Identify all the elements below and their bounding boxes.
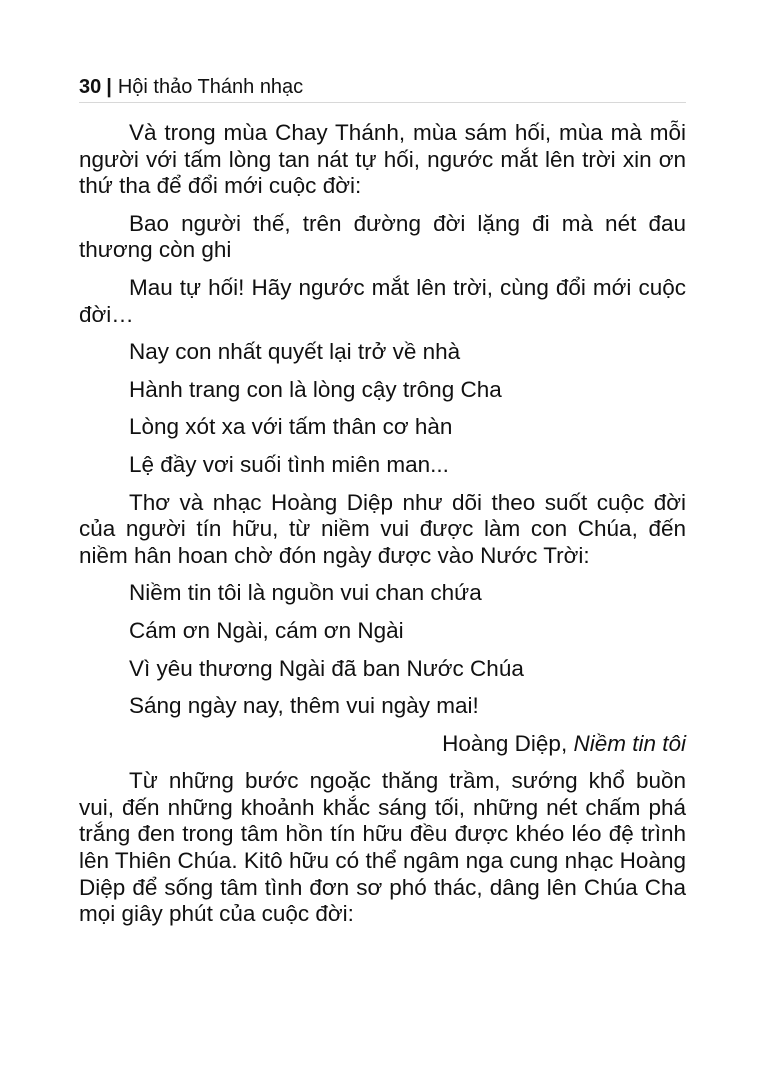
- verse-line: Lệ đầy vơi suối tình miên man...: [129, 451, 449, 477]
- running-header: [79, 74, 686, 103]
- verse-line: Nay con nhất quyết lại trở về nhà: [129, 339, 461, 365]
- header-separator: |: [106, 76, 112, 98]
- verse-line: Vì yêu thương Ngài đã ban Nước Chúa: [129, 655, 524, 681]
- book-title: Hội thảo Thánh nhạc: [117, 76, 304, 98]
- attribution-author: Hoàng Diệp,: [442, 730, 574, 756]
- page-number: 30: [79, 76, 102, 98]
- paragraph-lent-intro: Và trong mùa Chay Thánh, mùa sám hối, mùa mà mỗi người với tấm lòng tan nát tự hối, ngước mắt lên trời xin ơn thứ tha để đổi mới cuộc đời:: [79, 120, 686, 199]
- paragraph-poetry-music: Thơ và nhạc Hoàng Diệp như dõi theo suốt cuộc đời của người tín hữu, từ niềm vui được làm con Chúa, đến niềm hân hoan chờ đón ngày được vào Nước Trời:: [79, 489, 686, 568]
- paragraph-closing: Từ những bước ngoặc thăng trầm, sướng khổ buồn vui, đến những khoảnh khắc sáng tối, những nét chấm phá trắng đen trong tâm hồn tín hữu đều được khéo léo đệ trình lên Thiên Chúa. Kitô hữu có thể ngâm nga cung nhạc Hoàng Diệp để sống tâm tình đơn sơ phó thác, dâng lên Chúa Cha mọi giây phút của cuộc đời:: [79, 768, 686, 927]
- song-attribution: [79, 731, 686, 758]
- paragraph-lyric-quote-2: Mau tự hối! Hãy ngước mắt lên trời, cùng đổi mới cuộc đời…: [79, 274, 686, 327]
- paragraph-lyric-quote-1: Bao người thế, trên đường đời lặng đi mà nét đau thương còn ghi: [79, 210, 686, 263]
- verse-line: Lòng xót xa với tấm thân cơ hàn: [129, 414, 453, 440]
- verse-line: Niềm tin tôi là nguồn vui chan chứa: [129, 580, 482, 606]
- verse-line: Hành trang con là lòng cậy trông Cha: [129, 376, 502, 402]
- verse-line: Cám ơn Ngài, cám ơn Ngài: [129, 617, 404, 643]
- verse-line: Sáng ngày nay, thêm vui ngày mai!: [129, 693, 479, 719]
- page-body: [79, 120, 686, 939]
- attribution-song-title: Niềm tin tôi: [573, 730, 686, 756]
